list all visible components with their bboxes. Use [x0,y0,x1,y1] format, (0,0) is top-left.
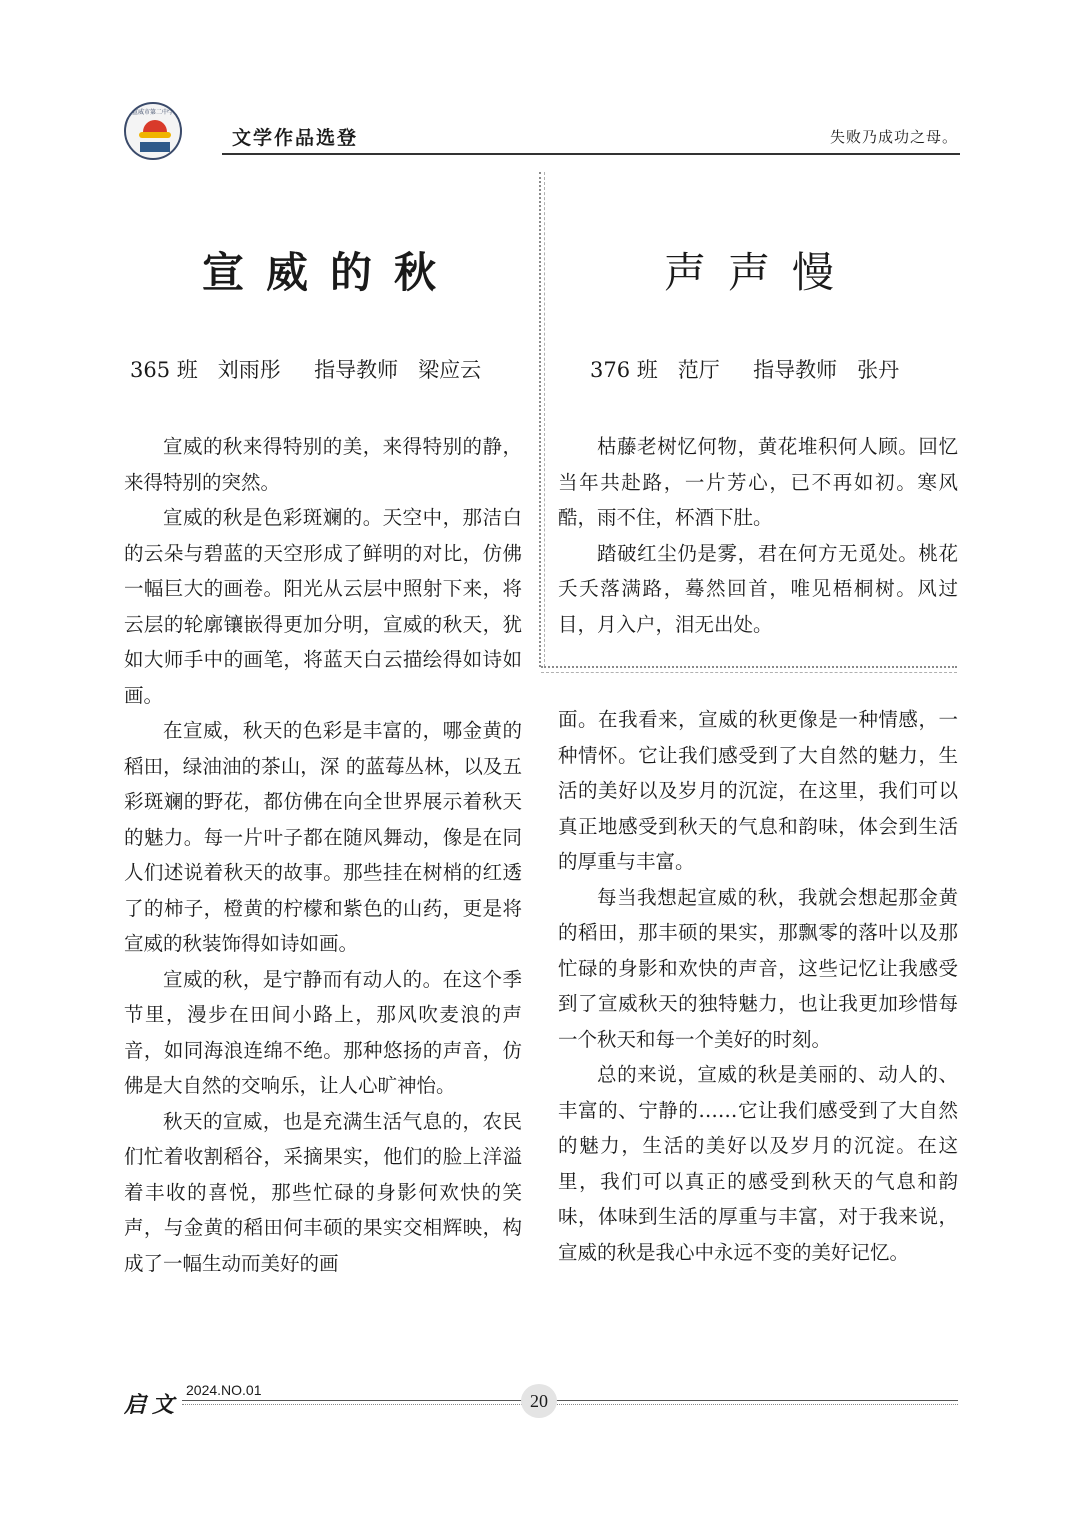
page-header [0,0,1080,170]
column-divider-inner [544,172,545,667]
box-divider [541,666,957,673]
section-title: 文学作品选登 [232,127,359,149]
paragraph: 秋天的宣威，也是充满生活气息的，农民们忙着收割稻谷，采摘果实，他们的脸上洋溢着丰收的喜悦，那些忙碌的身影何欢快的笑声，与金黄的稻田何丰硕的果实交相辉映，构成了一幅生动而美好的画 [124,1109,522,1275]
byline-left: 365 班 刘雨彤 指导教师 梁应云 [130,358,482,382]
school-logo-icon [124,102,182,160]
paragraph: 宣威的秋，是宁静而有动人的。在这个季节里，漫步在田间小路上，那风吹麦浪的声音，如同海浪连绵不绝。那种悠扬的声音，仿佛是大自然的交响乐，让人心旷神怡。 [124,967,522,1097]
logo-text: 宣威市第二中学 [131,109,174,116]
byline-right: 376 班 范厅 指导教师 张丹 [590,358,900,382]
footer-rule [182,1400,958,1405]
article-title-left: 宣威的秋 [201,248,458,297]
header-rule [222,153,960,155]
paragraph: 宣威的秋是色彩斑斓的。天空中，那洁白的云朵与碧蓝的天空形成了鲜明的对比，仿佛一幅巨大的画卷。阳光从云层中照射下来，将云层的轮廓镶嵌得更加分明，宣威的秋天，犹如大师手中的画笔，将蓝天白云描绘得如诗如画。 [124,506,522,707]
article-left-body [124,429,522,1281]
article-title-right: 声声慢 [663,248,856,297]
paragraph: 总的来说，宣威的秋是美丽的、动人的、丰富的、宁静的……它让我们感受到了大自然的魅力，生活的美好以及岁月的沉淀。在这里，我们可以真正的感受到秋天的气息和韵味，体味到生活的厚重与丰富，对于我来说，宣威的秋是我心中永远不变的美好记忆。 [558,1063,958,1264]
paragraph: 在宣威，秋天的色彩是丰富的，哪金黄的稻田，绿油油的茶山，深 的蓝莓丛林，以及五彩斑斓的野花，都仿佛在向全世界展示着秋天的魅力。每一片叶子都在随风舞动，像是在同人们述说着秋天的故事。那些挂在树梢的红透了的柿子，橙黄的柠檬和紫色的山药，更是将宣威的秋装饰得如诗如画。 [124,719,522,955]
poem-body [558,429,958,642]
paragraph: 每当我想起宣威的秋，我就会想起那金黄的稻田，那丰硕的果实，那飘零的落叶以及那忙碌的身影和欢快的声音，这些记忆让我感受到了宣威秋天的独特魅力，也让我更加珍惜每一个秋天和每一个美好的时刻。 [558,885,958,1051]
header-motto: 失败乃成功之母。 [829,128,958,146]
paragraph: 宣威的秋来得特别的美，来得特别的静，来得特别的突然。 [124,435,522,494]
poem-stanza: 枯藤老树忆何物，黄花堆积何人顾。回忆当年共赴路，一片芳心，已不再如初。寒风酷，雨不住，杯酒下肚。 [558,435,958,529]
magazine-logo: 启文 [124,1392,181,1418]
paragraph: 面。在我看来，宣威的秋更像是一种情感，一种情怀。它让我们感受到了大自然的魅力，生活的美好以及岁月的沉淀，在这里，我们可以真正地感受到秋天的气息和韵味，体会到生活的厚重与丰富。 [558,708,958,873]
page-number: 20 [521,1384,557,1418]
issue-number: 2024.NO.01 [186,1382,262,1398]
poem-stanza: 踏破红尘仍是雾，君在何方无觅处。桃花夭夭落满路，蓦然回首，唯见梧桐树。风过目，月入户，泪无出处。 [558,541,958,636]
article-left-continued [558,702,958,1270]
